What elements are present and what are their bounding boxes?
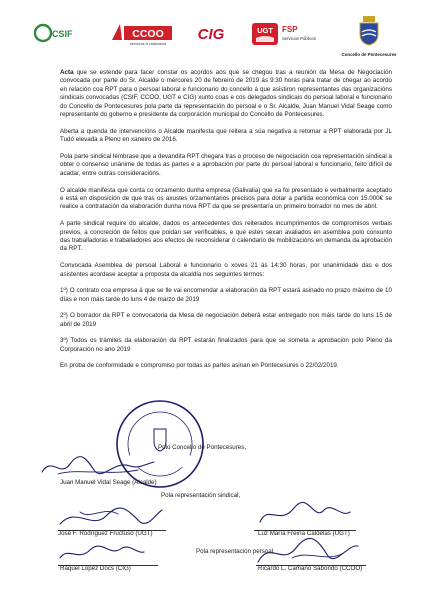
agreement-item: 1º) O contrato coa empresa á que se lle vai encomendar a elaboración da RPT estará asinado no prazo máximo de 10 días e non máis tarde do luns 4 de marzo de 2019 <box>60 287 392 303</box>
paragraph: Aberta a quenda de intervencións o Alcalde manifesta que reitera a súa negativa a retomar a RPT elaborada por JL Tudó elevada a Pleno en xaneiro de 2016. <box>60 127 392 144</box>
coat-of-arms-icon <box>358 16 380 46</box>
concello-crest <box>338 16 400 62</box>
svg-text:Servicios Públicos: Servicios Públicos <box>282 36 316 41</box>
svg-text:UGT: UGT <box>257 26 273 35</box>
union-signature-label: Pola representación sindical, <box>161 492 241 499</box>
signatory-luz-freiria: Luz María Freiría Caldelas (UGT) <box>258 530 350 537</box>
svg-text:CSIF: CSIF <box>52 29 73 39</box>
svg-text:CIG: CIG <box>197 26 225 43</box>
concello-signature-label: Polo Concello de Pontecesures, <box>158 444 247 451</box>
signature-luz-freiria <box>254 498 354 530</box>
svg-text:CCOO: CCOO <box>132 28 164 40</box>
paragraph: Acta que se estende para facer constar os acordos aos que se chegou tras a reunión da Mesa de Negociación convocada por parte do Sr. Alcalde o mércores 20 de febreiro de 2019 ás 9:30 horas para tratar de chegar ao acordo en relación coa RPT para o persoal laboral e funcionario do concello á que asistiron representantes das organizacións sindicais convocadas (CSIF, CCOO, UGT e CIG) xunto coas e cos delegados sindicais do persoal laboral e funcionario do Concello de Pontecesures pola parte da representación do persoal e o Sr. Alcalde, Juan Manuel Vidal Seage como representante do goberno e presidente da corporación municipal do Concello de Pontecesures. <box>60 69 392 119</box>
paragraph: A parte sindical require do alcalde, dados os antecedentes dos reiterados incumprimentos de compromisos verbais previos, a concreción de feitos que poidan ser verificables, e que estes sexan avaliados en asemblea polo conxunto das traballadoras e traballadores aos efectos de reconsiderar o calendario de mobilizacións en demanda da aprobación da RPT. <box>60 220 392 253</box>
paragraph: O alcalde manifesta que conta co orzamento dunha empresa (Galivalia) que xa foi presentado e verbalmente aceptado e está en disposición de que tras os axustes orzamentarios precisos para dotar a partida económica con 15.000€ se realice a contratación da elaboración dunha nova RPT da que se presentaría un primeiro borrador no mes de abril. <box>60 186 392 211</box>
minutes-body <box>60 69 392 379</box>
paragraph: Pola parte sindical lémbrase que a devandita RPT chegara tras o proceso de negociación coa representación sindical a obter o consenso unánime de todas as partes e a aprobación por parte do persoal laboral e funcionario, feito difícil de acadar, entre outras consideracións. <box>60 153 392 177</box>
concello-caption: Concello de Pontecesures <box>341 52 397 57</box>
staff-signature-label: Pola representación persoal, <box>196 548 275 555</box>
signatory-jose-rodriguez: José F. Rodríguez Fructuso (UGT) <box>58 530 153 537</box>
signatory-raquel-lopez: Raquel López Docs (CIG) <box>60 565 131 572</box>
agreement-item: 3º) Todos os trámites da elaboración da RPT estarán finalizados para que se someta a aprobación polo Pleno da Corporación no ano 2019 <box>60 337 392 353</box>
signature-raquel-lopez <box>56 540 146 566</box>
ugt-fsp-logo <box>250 20 320 48</box>
ccoo-logo <box>110 20 176 48</box>
mayor-signature <box>38 452 158 480</box>
svg-text:FSP: FSP <box>282 25 298 34</box>
paragraph: En proba de conformidade e compromiso por todas as partes asinan en Pontecesures o 22/02/2019. <box>60 362 339 370</box>
mayor-name: Juan Manuel Vidal Seage (Alcalde) <box>60 479 157 486</box>
signature-jose-rodriguez <box>56 502 166 532</box>
agreement-item: 2º) O borrador da RPT e convocatoria da Mesa de negociación deberá estar entregado non máis tarde do luns 15 de abril de 2019 <box>60 312 392 328</box>
cig-logo <box>196 22 226 44</box>
svg-text:servizos á cidadanía: servizos á cidadanía <box>129 41 167 46</box>
signatory-ricardo-camano: Ricardo L. Camaño Saborido (CCOO) <box>258 565 363 572</box>
paragraph: Convocada Asemblea de persoal Laboral e funcionario o xoves 21 ás 14:30 horas, por unanimidade das e dos asistentes acordase aceptar a proposta da alcaldía nos seguintes termos: <box>60 262 392 278</box>
csif-logo <box>33 22 73 46</box>
